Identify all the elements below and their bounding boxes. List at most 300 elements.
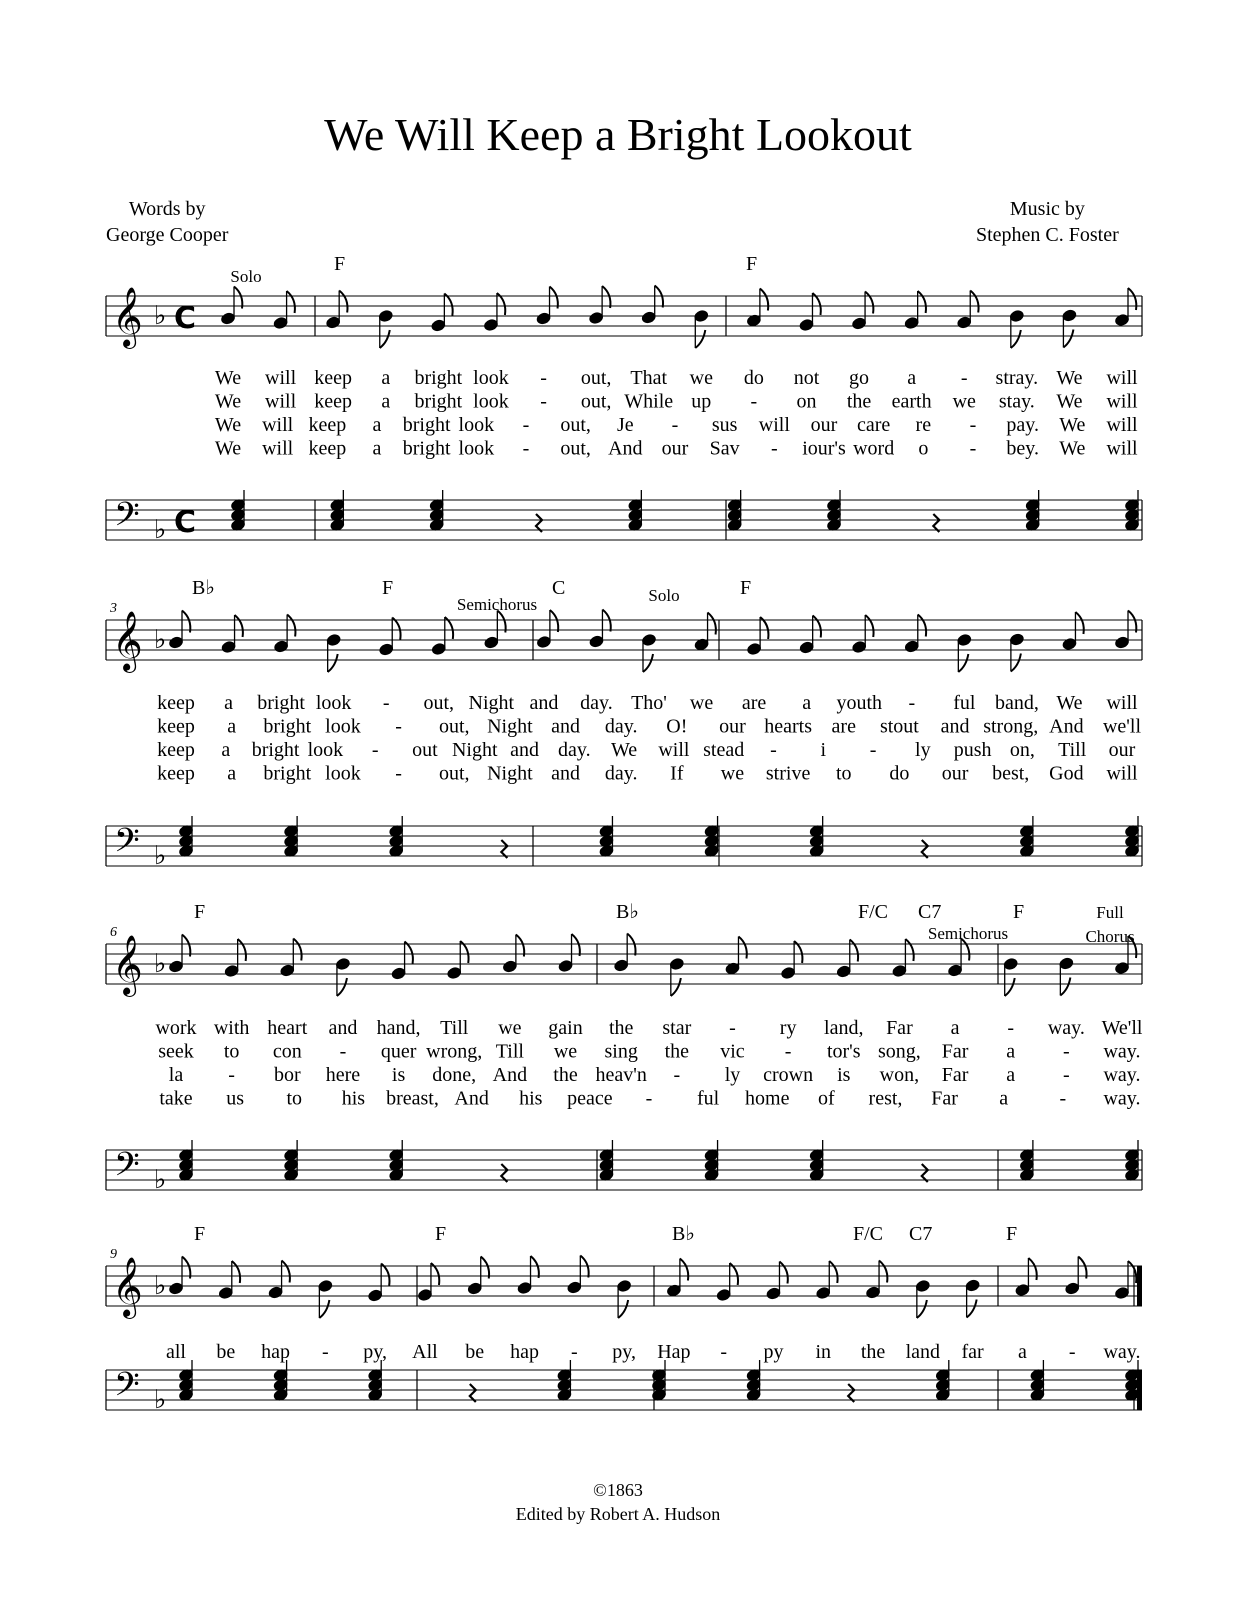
quarter-rest [848,1384,854,1402]
lyric-syllable: God [1049,762,1084,785]
lyric-syllable: his [519,1087,543,1110]
lyric-syllable: here [325,1064,361,1086]
treble-staff [106,1266,1142,1306]
lyric-syllable: bright [257,692,306,714]
note-head [816,1287,831,1300]
note-flag [481,1257,489,1279]
note-head [447,967,462,980]
lyric-hyphen: - [228,1064,235,1086]
lyric-syllable: way. [1103,1040,1141,1063]
treble-notes [169,610,1137,673]
lyric-syllable: out, [560,414,591,436]
note-flag [550,287,558,309]
lyric-syllable: keep [314,390,353,413]
note-flag [392,618,400,640]
lyric-syllable: our [941,762,969,785]
note-head [866,1286,881,1299]
note-flag [516,935,524,957]
bass-notes [179,1360,1140,1402]
note-flag [1060,978,1070,996]
note-head [747,643,762,656]
lyric-syllable: a [1017,1341,1027,1363]
lyrics-verse-4 [157,763,1138,785]
lyric-syllable: to [835,762,852,785]
system-3 [106,901,1143,1195]
note-head [517,1282,532,1295]
chord-symbol: B♭ [192,577,215,599]
lyric-syllable: We [1056,390,1083,413]
lyric-syllable: bright [414,367,463,389]
bass-clef-icon: 𝄢 [114,1146,140,1192]
lyric-syllable: and [551,762,580,785]
lyric-hyphen: - [1068,1341,1076,1363]
lyric-syllable: and [551,715,580,738]
chord-symbol: C7 [918,901,942,923]
lyric-syllable: we [553,1040,578,1063]
lyric-syllable: band, [994,692,1039,714]
lyric-syllable: look [458,437,495,460]
note-flag [618,1300,628,1318]
chord-symbol: F [1013,901,1025,923]
note-head [799,319,814,332]
lyric-syllable: seek [158,1040,194,1063]
lyric-syllable: will [1106,437,1138,460]
bass-staff [106,500,1142,540]
lyric-syllable: ful [697,1087,720,1110]
lyric-syllable: bright [251,739,300,761]
quarter-rest [536,514,542,532]
lyric-syllable: our [810,414,838,436]
key-flat-icon: ♭ [154,1271,167,1301]
note-flag [293,939,301,961]
lyric-syllable: That [630,367,668,389]
lyric-syllable: bright [414,390,463,413]
note-flag [1063,330,1073,348]
lyric-syllable: heav'n [595,1064,647,1086]
quarter-rest [501,840,507,858]
note-flag [1028,1258,1036,1280]
chord-symbol: F [1006,1223,1018,1245]
lyric-syllable: youth [836,692,883,714]
words-by-label: Words by [128,198,206,220]
lyric-syllable: And [1049,715,1084,738]
lyric-hyphen: - [522,414,530,436]
lyric-syllable: way. [1103,1087,1141,1110]
lyric-syllable: Till [440,1017,469,1039]
lyric-hyphen: - [540,367,547,389]
note-head [799,641,814,654]
lyric-syllable: py [763,1341,784,1363]
lyric-syllable: will [262,414,294,436]
note-flag [918,615,926,637]
lyric-syllable: Night [487,762,533,785]
bass-notes [179,1140,1140,1182]
lyric-syllable: won, [879,1064,920,1086]
note-head [484,636,499,649]
note-head [224,965,239,978]
key-flat-icon: ♭ [154,1385,167,1415]
lyric-syllable: push [953,739,992,761]
lyric-syllable: a [907,367,917,389]
bass-notes [179,816,1140,858]
lyrics-verse-3 [157,739,1136,761]
lyric-syllable: Sav [709,437,740,460]
note-head [781,967,796,980]
chord-symbol: F [194,901,206,923]
lyric-syllable: vic [720,1040,745,1063]
bass-clef-icon: 𝄢 [114,1366,140,1412]
lyrics-verse-1 [215,367,1138,389]
bass-clef-icon: 𝄢 [114,496,140,542]
lyric-syllable: we [720,762,745,785]
lyric-syllable: land, [824,1017,864,1039]
chord-symbol: F [435,1223,447,1245]
lyric-syllable: the [553,1064,578,1086]
lyric-hyphen: - [540,390,547,413]
chord-symbol: C [552,577,566,599]
lyric-syllable: out [412,739,438,761]
lyric-syllable: work [155,1017,197,1039]
lyric-syllable: far [961,1341,984,1363]
lyric-syllable: home [745,1087,790,1110]
note-head [218,1287,233,1300]
note-flag [182,1257,190,1279]
lyric-syllable: day. [604,762,638,785]
lyric-syllable: Night [487,715,533,738]
lyric-syllable: a [381,367,391,389]
note-head [1115,1287,1130,1300]
note-head [273,317,288,330]
measure-number: 6 [110,925,117,940]
lyric-syllable: we'll [1102,715,1142,738]
time-signature: C [174,301,197,336]
lyrics-verse-3 [215,414,1138,436]
lyric-syllable: we [498,1017,522,1039]
lyric-syllable: We [1059,437,1086,460]
note-flag [1128,288,1136,310]
lyric-syllable: will [658,739,690,761]
note-flag [550,610,558,632]
performance-annotation: Full [1096,903,1124,922]
note-flag [695,330,705,348]
lyric-syllable: We [214,390,242,413]
lyrics-verse-1 [155,1017,1142,1039]
lyric-syllable: iour's [802,437,846,460]
note-flag [917,1300,927,1318]
note-flag [738,937,746,959]
note-flag [905,939,913,961]
lyric-syllable: And [608,437,643,460]
copyright-text: ©1863 [593,1480,643,1500]
lyric-syllable: bright [402,414,451,436]
lyric-hyphen: - [770,739,777,761]
note-flag [531,1256,539,1278]
chord-symbol: F/C [858,901,889,923]
chord-symbol: F [334,253,346,275]
note-head [484,319,499,332]
lyric-syllable: bright [263,762,312,785]
note-head [502,960,517,973]
key-flat-icon: ♭ [154,625,167,655]
lyric-syllable: tor's [826,1040,861,1063]
lyric-syllable: and [940,715,970,738]
note-head [1062,638,1077,651]
lyric-syllable: If [670,762,684,785]
lyric-syllable: day. [580,692,613,714]
lyric-syllable: a [221,739,231,761]
lyric-syllable: not [793,367,820,389]
lyric-syllable: a [1006,1064,1016,1086]
lyric-syllable: stead [703,739,745,761]
lyric-syllable: And [492,1064,528,1086]
note-flag [1011,654,1021,672]
lyric-syllable: keep [157,692,195,714]
note-flag [967,1300,977,1318]
time-signature: C [174,505,197,540]
note-head [716,1289,731,1302]
lyric-syllable: We'll [1101,1017,1143,1039]
lyric-syllable: a [372,437,382,460]
lyric-syllable: out, [580,390,612,413]
lyric-syllable: hap [261,1341,291,1363]
key-flat-icon: ♭ [154,949,167,979]
lyric-syllable: our [1108,739,1136,761]
lyric-syllable: be [216,1341,236,1363]
lyric-syllable: go [849,367,870,389]
quarter-rest [501,1164,507,1182]
note-head [536,636,551,649]
lyric-syllable: i [820,739,827,761]
lyric-syllable: will [262,437,294,460]
lyric-syllable: out, [560,437,591,460]
note-head [852,641,867,654]
lyric-syllable: look [325,762,361,785]
lyric-syllable: O! [666,715,688,738]
lyric-syllable: We [1056,367,1083,389]
lyric-syllable: o [918,437,929,460]
note-flag [829,1261,837,1283]
note-head [892,965,907,978]
lyric-syllable: We [611,739,638,761]
lyric-syllable: up [691,390,712,413]
note-head [641,311,656,324]
bass-notes [231,490,1140,532]
lyric-syllable: We [1059,414,1086,436]
lyric-syllable: way. [1103,1064,1141,1086]
chord-symbol: F [382,577,394,599]
lyric-syllable: be [465,1341,485,1363]
lyric-syllable: Till [1058,739,1087,761]
quarter-rest [922,1164,928,1182]
note-head [536,312,551,325]
lyric-syllable: look [473,390,509,413]
lyric-hyphen: - [570,1341,578,1363]
lyric-syllable: day. [604,715,638,738]
lyric-hyphen: - [1063,1064,1070,1086]
quarter-rest [933,514,939,532]
lyric-hyphen: - [720,1341,728,1363]
note-flag [602,286,610,308]
system-1 [106,253,1142,545]
lyric-syllable: We [1056,692,1083,714]
lyric-syllable: hap [510,1341,539,1363]
lyric-syllable: way. [1047,1017,1085,1039]
note-flag [671,978,681,996]
bass-clef-icon: 𝄢 [114,822,140,868]
lyric-syllable: strong, [983,715,1039,738]
note-flag [779,1262,787,1284]
lyric-syllable: will [1106,414,1138,436]
lyric-syllable: a [227,762,237,785]
note-flag [850,940,858,962]
lyric-hyphen: - [969,414,977,436]
lyric-syllable: we [952,390,976,413]
lyric-syllable: Far [941,1040,969,1063]
note-head [589,312,604,325]
note-head [558,960,573,973]
note-flag [918,291,926,313]
treble-staff [106,944,1142,984]
performance-annotation: Solo [230,267,262,286]
lyric-syllable: ful [953,692,976,714]
lyric-hyphen: - [1007,1017,1015,1039]
lyric-hyphen: - [869,739,877,761]
key-flat-icon: ♭ [154,1165,167,1195]
note-head [852,317,867,330]
lyric-syllable: keep [308,414,347,436]
system-4 [106,1223,1142,1415]
measure-number: 9 [110,1247,117,1262]
lyric-syllable: land [905,1341,941,1363]
lyric-syllable: While [624,390,674,413]
lyric-syllable: peace [567,1087,613,1110]
lyric-syllable: all [166,1341,186,1363]
note-head [268,1286,283,1299]
lyric-syllable: Tho' [631,692,667,714]
lyric-syllable: sing [604,1040,638,1063]
note-head [221,312,236,325]
lyric-syllable: bor [273,1064,301,1086]
chord-symbol: B♭ [616,901,639,923]
chord-symbol: F [746,253,758,275]
note-head [467,1282,482,1295]
lyric-syllable: look [458,414,495,436]
note-flag [1128,611,1136,633]
note-flag [405,942,413,964]
lyric-syllable: us [226,1087,245,1110]
lyric-syllable: a [227,715,237,738]
lyric-syllable: a [224,692,234,714]
bass-staff [106,1370,1142,1410]
note-head [836,965,851,978]
lyric-syllable: And [454,1087,489,1110]
note-flag [381,1264,389,1286]
chord-symbol: C7 [909,1223,933,1245]
lyrics-verse-2 [157,716,1141,738]
lyric-hyphen: - [908,692,916,714]
lyric-syllable: Night [468,692,515,714]
lyric-syllable: a [802,692,812,714]
note-flag [287,615,295,637]
bass-staff [106,1150,1142,1190]
lyric-syllable: in [815,1341,832,1363]
note-flag [234,287,242,309]
lyric-syllable: and [328,1017,358,1039]
footer [0,1478,1236,1526]
lyric-syllable: to [286,1087,303,1110]
lyric-syllable: do [889,762,910,785]
chord-symbol: F [740,577,752,599]
lyric-hyphen: - [671,414,679,436]
treble-notes [169,1256,1137,1319]
lyric-syllable: best, [992,762,1030,785]
lyric-syllable: Far [941,1064,969,1086]
note-flag [444,294,452,316]
chord-symbol: F/C [853,1223,884,1245]
note-head [904,317,919,330]
lyric-syllable: the [860,1341,886,1363]
lyric-syllable: a [381,390,391,413]
lyric-hyphen: - [960,367,968,389]
note-head [1115,962,1130,975]
lyrics-verse-4 [215,438,1138,460]
bass-staff [106,826,1142,866]
lyric-syllable: will [265,367,297,389]
note-flag [643,654,653,672]
lyric-syllable: la [168,1064,184,1086]
lyric-syllable: done, [432,1064,477,1086]
note-flag [328,654,338,672]
lyric-syllable: we [689,367,713,389]
editor-credit: Edited by Robert A. Hudson [515,1504,721,1524]
note-head [169,1282,184,1295]
lyric-syllable: out, [423,692,455,714]
lyric-syllable: look [325,715,361,738]
note-flag [970,291,978,313]
lyrics-verse-1 [166,1341,1141,1363]
lyric-syllable: on [796,390,817,413]
lyric-syllable: All [412,1341,438,1363]
key-flat-icon: ♭ [154,301,167,331]
lyric-syllable: We [214,367,242,389]
note-flag [339,291,347,313]
note-flag [282,1261,290,1283]
lyric-syllable: We [214,414,242,436]
quarter-rest [470,1384,476,1402]
key-flat-icon: ♭ [154,515,167,545]
system-2 [106,577,1142,871]
lyric-syllable: Far [931,1087,958,1110]
music-by-label: Music by [1009,198,1085,220]
lyric-syllable: Till [495,1040,524,1063]
lyric-syllable: to [223,1040,240,1063]
measure-number: 3 [110,601,117,616]
note-flag [1078,1257,1086,1279]
lyric-syllable: a [372,414,382,436]
note-flag [760,289,768,311]
lyrics-verse-4 [159,1088,1140,1110]
note-head [1115,314,1130,327]
lyric-syllable: is [391,1064,406,1086]
lyric-hyphen: - [729,1017,736,1039]
page-title: We Will Keep a Bright Lookout [324,109,912,160]
lyric-syllable: care [857,414,891,436]
lyric-syllable: ly [915,739,931,761]
lyric-hyphen: - [395,762,402,785]
note-flag [238,939,246,961]
note-head [418,1289,433,1302]
note-flag [865,292,873,314]
